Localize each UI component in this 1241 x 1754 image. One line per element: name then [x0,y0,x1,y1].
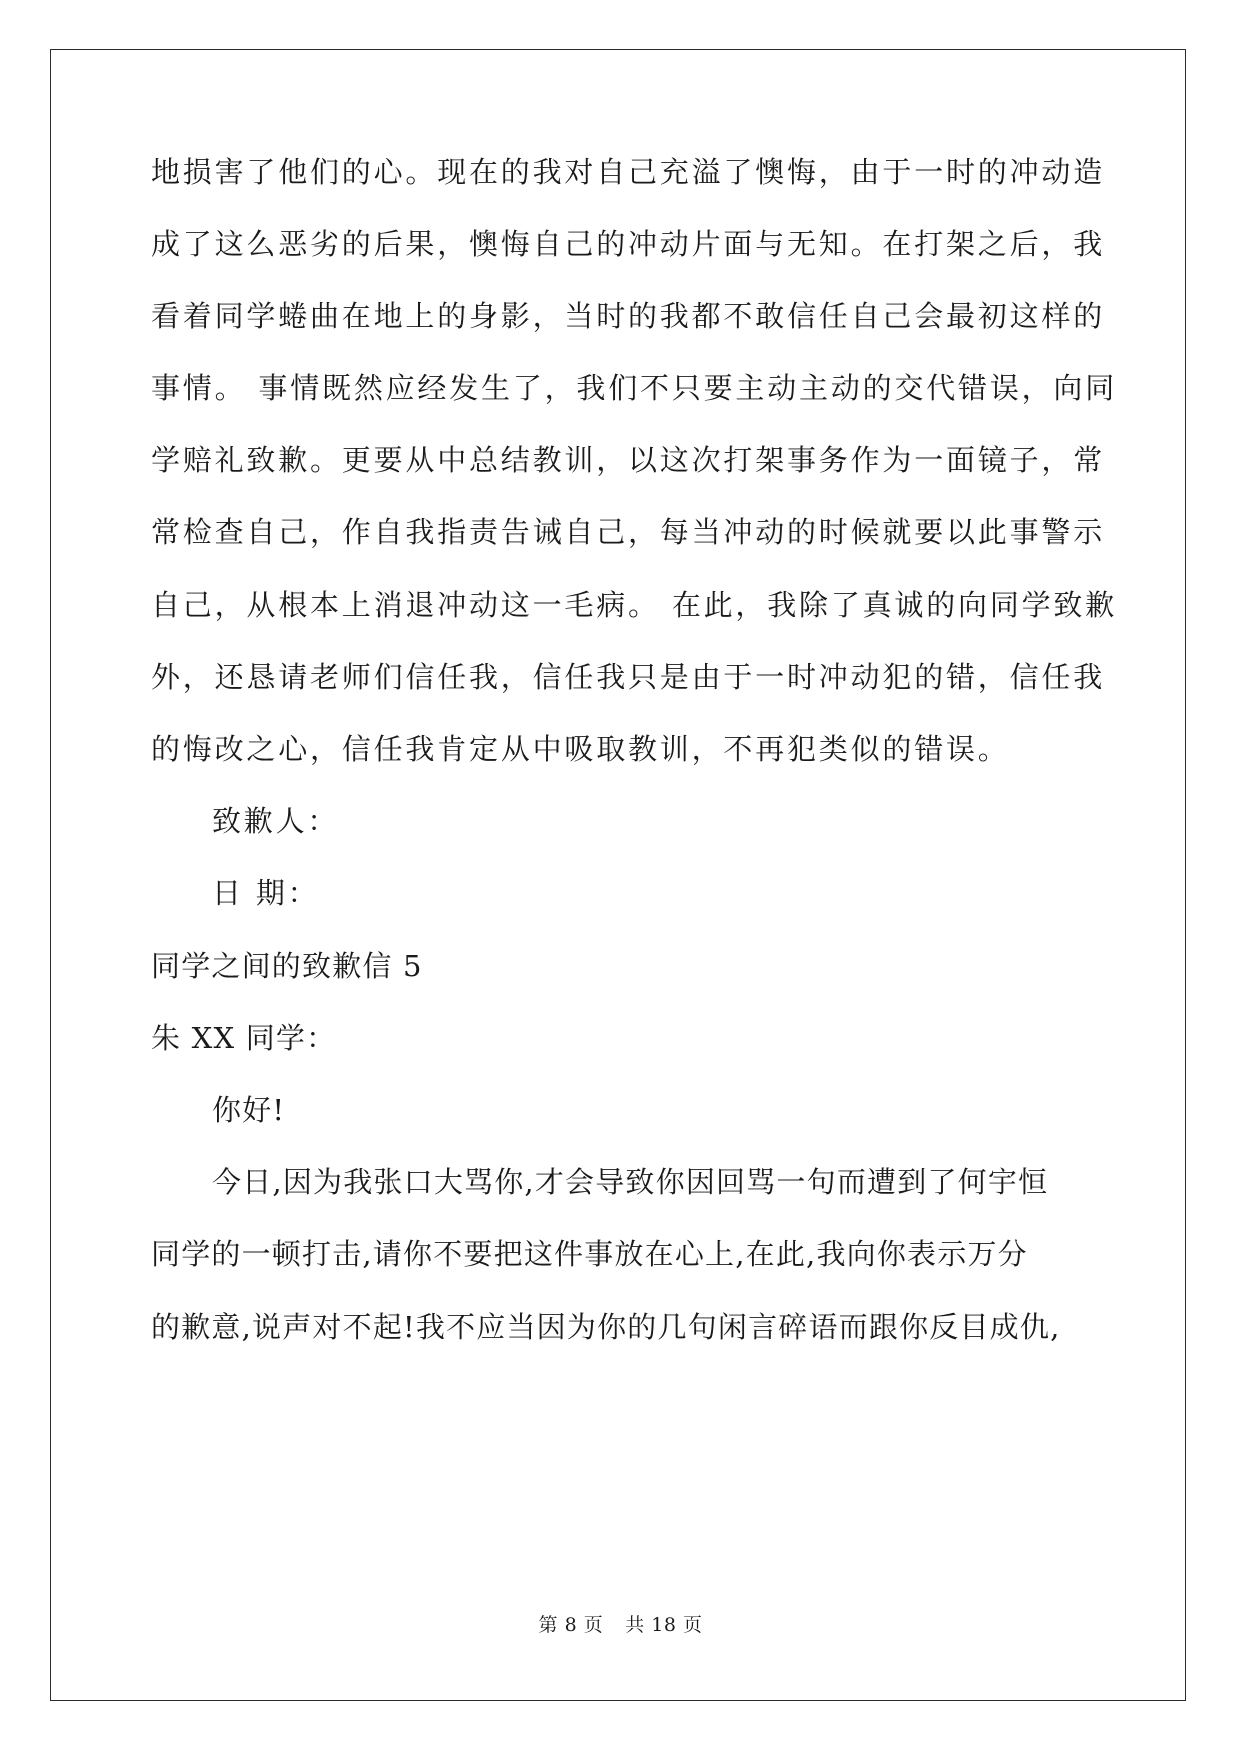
body-line-7: 自己，从根本上消退冲动这一毛病。 在此，我除了真诚的向同学致歉 [151,588,1118,622]
body-line-1: 地损害了他们的心。现在的我对自己充溢了懊悔，由于一时的冲动造 [151,155,1106,189]
greeting: 你好! [212,1093,286,1127]
body-line-3: 看着同学蜷曲在地上的身影，当时的我都不敢信任自己会最初这样的 [151,299,1106,333]
body-line-9: 的悔改之心，信任我肯定从中吸取教训，不再犯类似的错误。 [151,732,1010,766]
letter-line-1: 今日,因为我张口大骂你,才会导致你因回骂一句而遭到了何宇恒 [212,1165,1049,1199]
body-line-6: 常检查自己，作自我指责告诫自己，每当冲动的时候就要以此事警示 [151,515,1106,549]
body-line-2: 成了这么恶劣的后果，懊悔自己的冲动片面与无知。在打架之后，我 [151,227,1106,261]
page-footer [0,1612,1241,1638]
letter-line-3: 的歉意,说声对不起!我不应当因为你的几句闲言碎语而跟你反目成仇, [151,1310,1061,1344]
date-label: 日 期： [212,876,320,910]
letter-line-2: 同学的一顿打击,请你不要把这件事放在心上,在此,我向你表示万分 [151,1237,1028,1271]
signature-label: 致歉人： [212,804,340,838]
body-line-4: 事情。 事情既然应经发生了，我们不只要主动主动的交代错误，向同 [151,371,1118,405]
body-line-8: 外，还恳请老师们信任我，信任我只是由于一时冲动犯的错，信任我 [151,660,1106,694]
section-title: 同学之间的致歉信 5 [151,949,423,983]
salutation: 朱 XX 同学： [151,1021,337,1055]
page-number: 第 8 页 [538,1614,604,1636]
page-total: 共 18 页 [625,1614,703,1636]
body-line-5: 学赔礼致歉。更要从中总结教训，以这次打架事务作为一面镜子，常 [151,443,1106,477]
